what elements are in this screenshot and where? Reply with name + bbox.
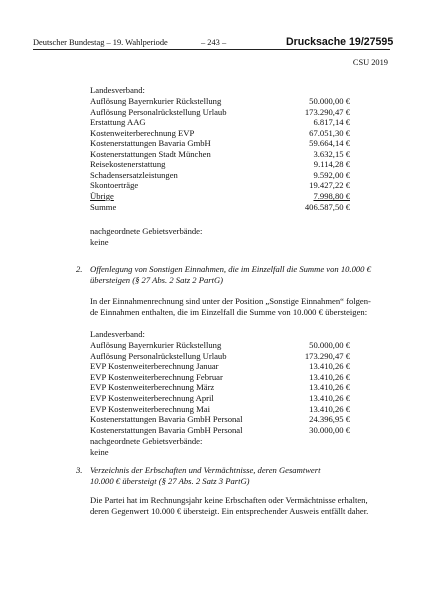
row-value: 24.396,95 € xyxy=(309,414,350,425)
section2-sub-value: keine xyxy=(90,447,109,457)
row-label: Kostenerstattungen Stadt München xyxy=(90,148,211,159)
table-row xyxy=(90,393,350,404)
drucksache-number xyxy=(286,36,393,48)
table-row xyxy=(90,372,350,383)
table-row xyxy=(90,138,350,149)
row-label: EVP Kostenweiterberechnung Januar xyxy=(90,361,219,372)
row-label: Kostenerstattungen Bavaria GmbH xyxy=(90,138,211,149)
header-left: Deutscher Bundestag – 19. Wahlperiode xyxy=(33,38,168,47)
row-value: 50.000,00 € xyxy=(309,340,350,350)
row-label: Erstattung AAG xyxy=(90,117,146,128)
table-row xyxy=(90,351,350,362)
section2-heading-line1: Offenlegung von Sonstigen Einnahmen, die im Einzelfall die Summe von 10.000 € xyxy=(90,264,371,274)
table-row xyxy=(90,180,350,191)
section2-title: Landesverband: xyxy=(90,329,145,339)
row-label: Reisekostenerstattung xyxy=(90,159,166,170)
total-row xyxy=(90,202,350,213)
row-label: Schadensersatzleistungen xyxy=(90,169,178,180)
section3-heading-line2: 10.000 € übersteigt (§ 27 Abs. 2 Satz 3 PartG) xyxy=(90,476,250,486)
total-label: Summe xyxy=(90,201,117,212)
row-value: 13.410,26 € xyxy=(309,393,350,403)
block1-sub-value: keine xyxy=(90,237,109,247)
row-value: 13.410,26 € xyxy=(309,382,350,393)
row-label: EVP Kostenweiterberechnung Februar xyxy=(90,371,223,382)
row-value: 67.051,30 € xyxy=(309,127,350,138)
row-value: 13.410,26 € xyxy=(309,371,350,382)
table-row xyxy=(90,149,350,160)
table-row xyxy=(90,117,350,128)
table-row xyxy=(90,425,350,436)
table-row xyxy=(90,191,350,202)
header-rule xyxy=(33,49,390,50)
table-row xyxy=(90,414,350,425)
table-row xyxy=(90,170,350,181)
section2-number: 2. xyxy=(76,264,83,274)
section2-heading-line2: übersteigen (§ 27 Abs. 2 Satz 2 PartG) xyxy=(90,275,224,285)
section2-sub-label: nachgeordnete Gebietsverbände: xyxy=(90,436,203,446)
row-value: 19.427,22 € xyxy=(309,180,350,191)
table-row xyxy=(90,404,350,415)
row-value: 59.664,14 € xyxy=(309,138,350,149)
table-row xyxy=(90,159,350,170)
section2-intro-line1: In der Einnahmenrechnung sind unter der Position „Sonstige Einnahmen“ folgen- xyxy=(90,296,371,306)
row-value: 173.290,47 € xyxy=(304,350,350,361)
row-value: 50.000,00 € xyxy=(309,96,350,106)
row-value: 9.592,00 € xyxy=(313,169,350,180)
table-row xyxy=(90,382,350,393)
row-value: 173.290,47 € xyxy=(304,106,350,117)
row-label: EVP Kostenweiterberechnung Mai xyxy=(90,403,210,414)
table-row xyxy=(90,361,350,372)
table-row xyxy=(90,128,350,139)
row-label: Übrige xyxy=(90,190,114,201)
row-label: Auflösung Bayernkurier Rückstellung xyxy=(90,340,222,350)
row-value: 13.410,26 € xyxy=(309,361,350,372)
party-year: CSU 2019 xyxy=(352,58,388,67)
row-value: 6.817,14 € xyxy=(313,117,350,128)
row-value: 9.114,28 € xyxy=(313,159,350,170)
page-number: – 243 – xyxy=(201,38,227,47)
row-label: Kostenerstattungen Bavaria GmbH Personal xyxy=(90,414,243,425)
total-value: 406.587,50 € xyxy=(304,201,350,212)
row-label: Auflösung Bayernkurier Rückstellung xyxy=(90,96,222,106)
row-value: 7.998,80 € xyxy=(313,190,350,201)
section3-text-line1: Die Partei hat im Rechnungsjahr keine Erbschaften oder Vermächtnisse erhalten, xyxy=(90,495,368,505)
row-label: Auflösung Personalrückstellung Urlaub xyxy=(90,350,227,361)
row-label: EVP Kostenweiterberechnung März xyxy=(90,382,215,393)
drucksache-value: 19/27595 xyxy=(349,36,394,48)
section3-heading-line1: Verzeichnis der Erbschaften und Vermächtnisse, deren Gesamtwert xyxy=(90,465,321,475)
drucksache-label: Drucksache xyxy=(286,36,347,48)
row-label: EVP Kostenweiterberechnung April xyxy=(90,393,214,403)
table-row xyxy=(90,107,350,118)
row-label: Kostenweiterberechnung EVP xyxy=(90,127,195,138)
row-value: 30.000,00 € xyxy=(309,424,350,435)
section3-text-line2: deren Gegenwert 10.000 € übersteigt. Ein entsprechender Ausweis entfällt daher. xyxy=(90,506,369,516)
row-value: 3.632,15 € xyxy=(313,148,350,159)
block1-title: Landesverband: xyxy=(90,85,145,95)
row-label: Auflösung Personalrückstellung Urlaub xyxy=(90,106,227,117)
row-label: Kostenerstattungen Bavaria GmbH Personal xyxy=(90,424,243,435)
row-value: 13.410,26 € xyxy=(309,403,350,414)
section3-number: 3. xyxy=(76,465,83,475)
section2-intro-line2: de Einnahmen enthalten, die im Einzelfall die Summe von 10.000 € übersteigen: xyxy=(90,307,368,317)
table-row xyxy=(90,96,350,107)
block1-sub-label: nachgeordnete Gebietsverbände: xyxy=(90,226,203,236)
table-row xyxy=(90,340,350,351)
row-label: Skontoerträge xyxy=(90,180,139,191)
